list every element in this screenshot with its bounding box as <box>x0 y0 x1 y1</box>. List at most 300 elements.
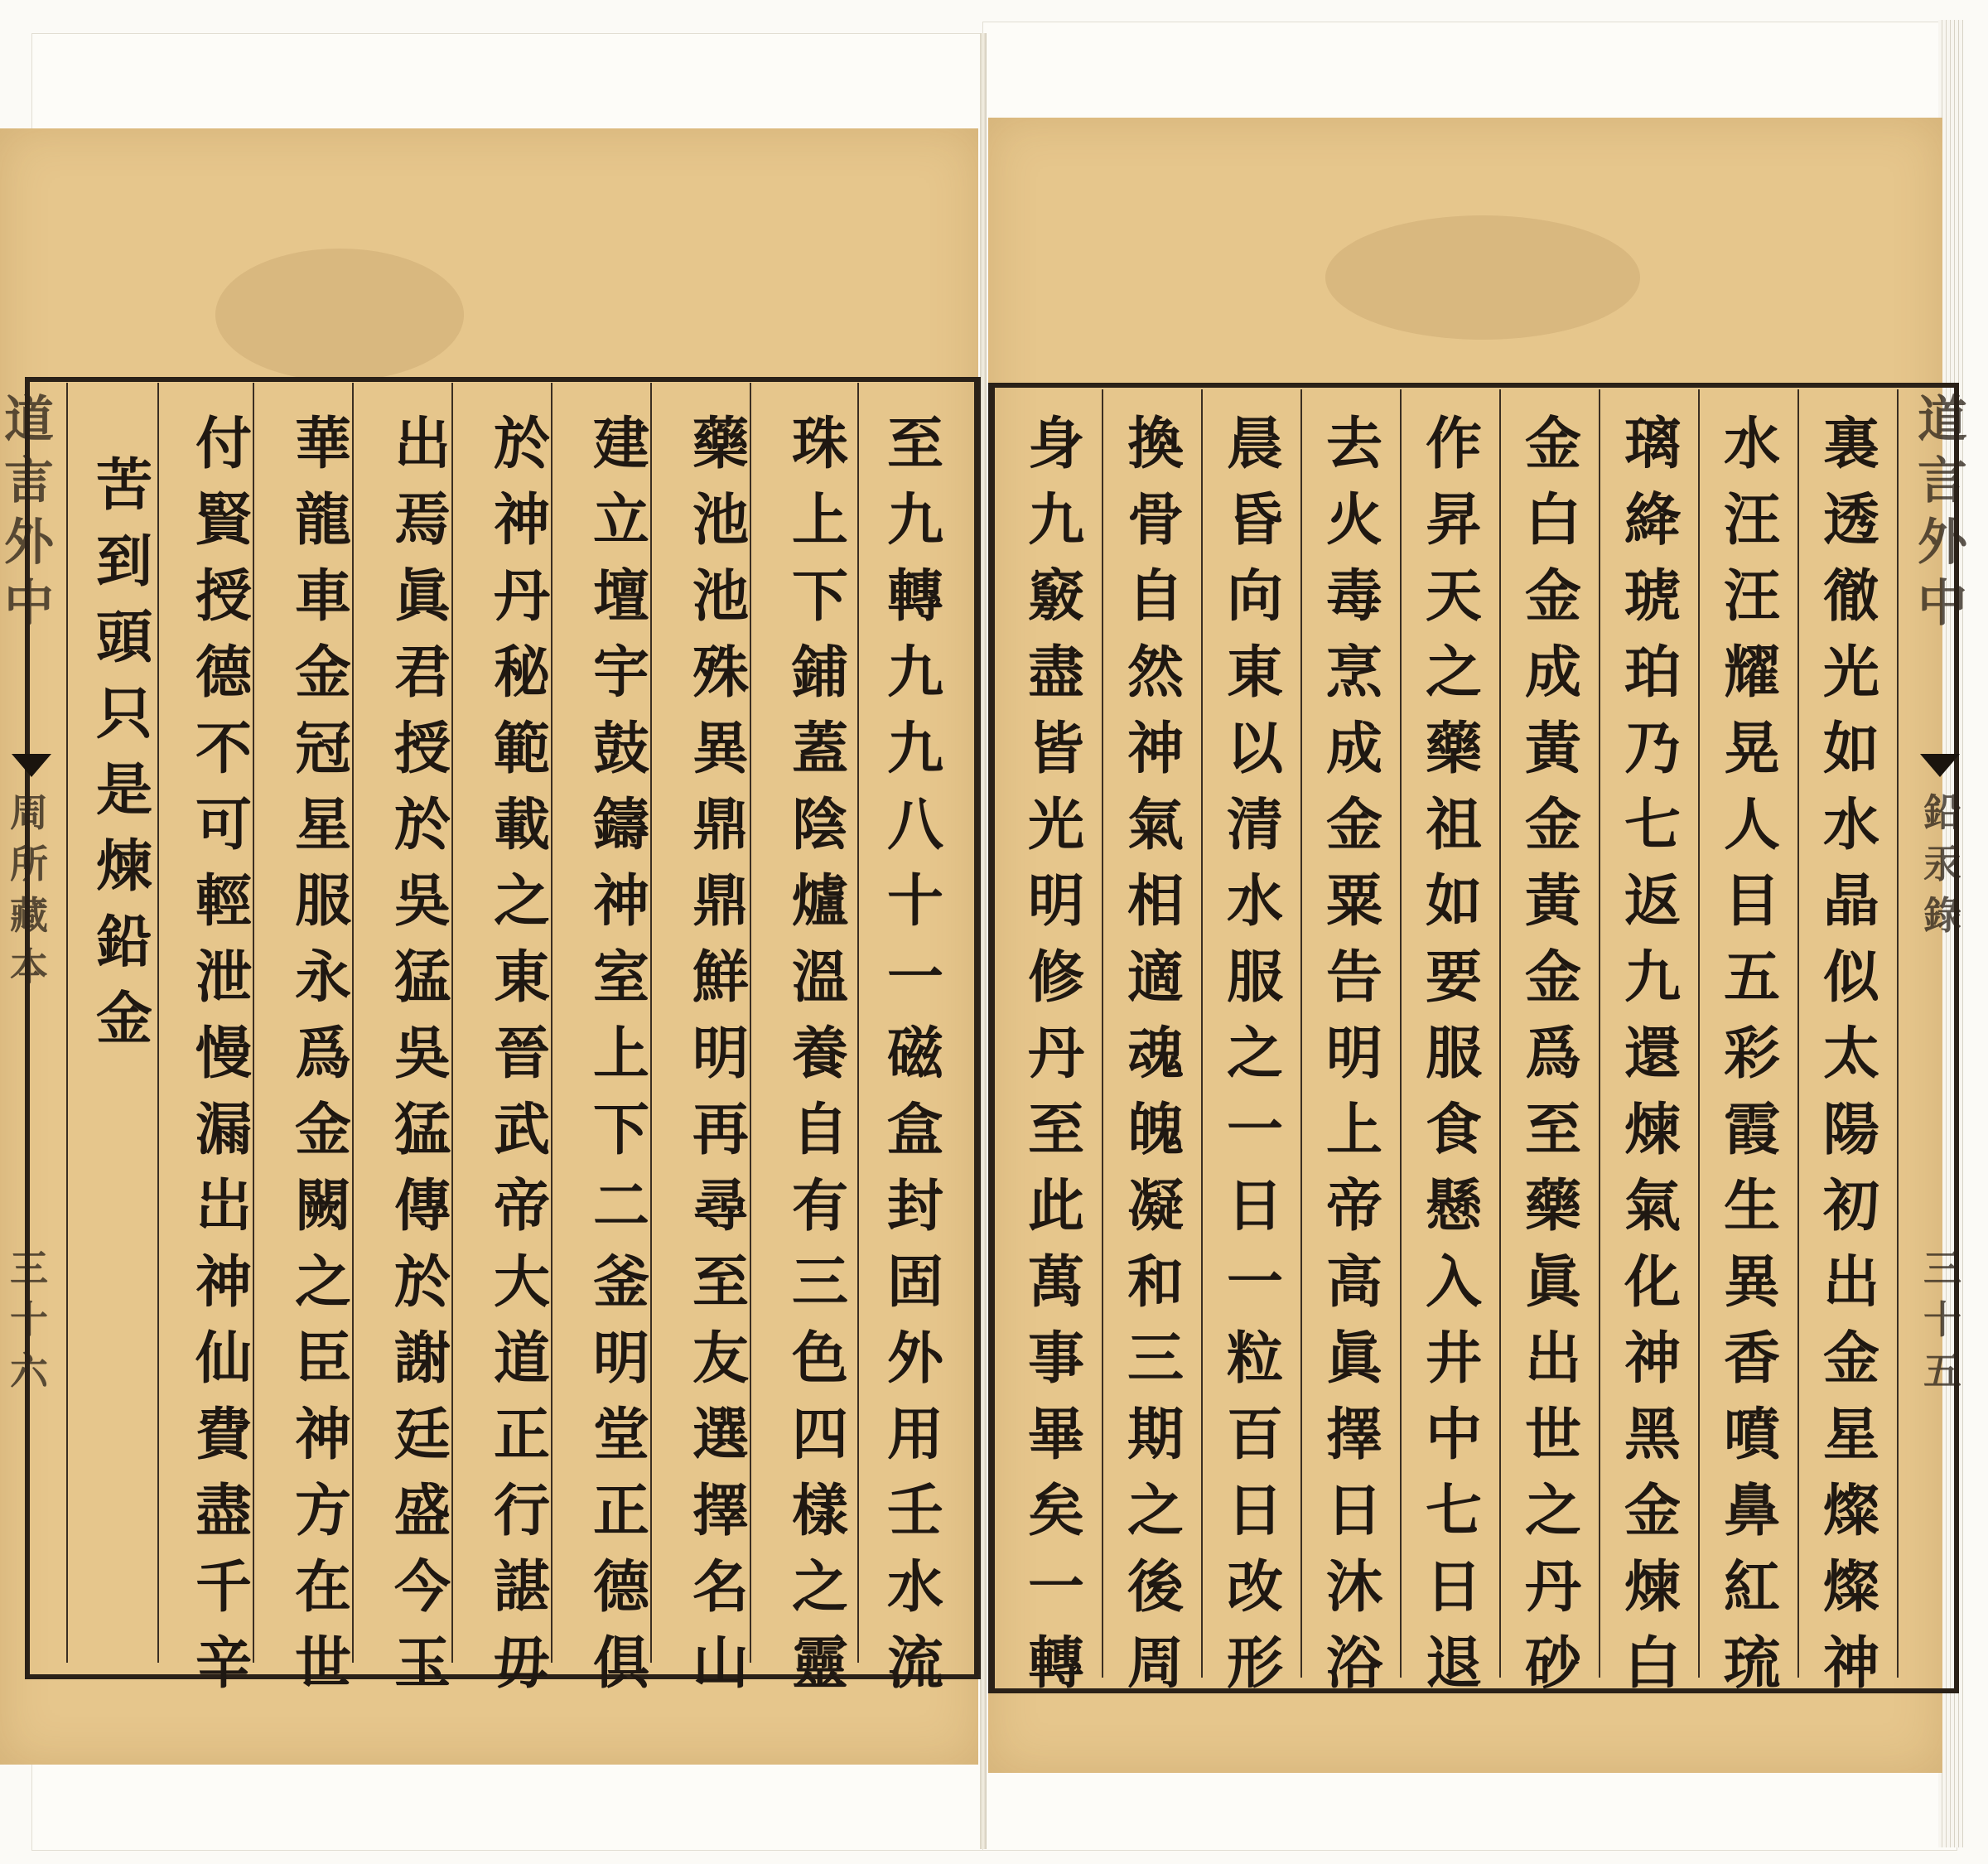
glyph: 明 <box>692 1021 749 1087</box>
column-rule <box>1599 389 1600 1678</box>
glyph: 耀 <box>1723 640 1780 706</box>
glyph: 本 <box>10 944 48 989</box>
glyph: 明 <box>1325 1021 1382 1087</box>
glyph: 金 <box>1325 792 1382 858</box>
glyph: 正 <box>592 1478 649 1544</box>
glyph: 鼎 <box>692 792 749 858</box>
glyph: 岀 <box>195 1173 252 1239</box>
glyph: 之 <box>1524 1478 1581 1544</box>
glyph: 一 <box>1226 1097 1283 1163</box>
glyph: 井 <box>1425 1326 1482 1392</box>
glyph: 周 <box>1127 1630 1184 1697</box>
glyph: 用 <box>886 1402 943 1468</box>
glyph: 九 <box>886 640 943 706</box>
glyph: 煉 <box>1624 1554 1681 1620</box>
glyph: 神 <box>1822 1630 1879 1697</box>
glyph: 骨 <box>1127 487 1184 553</box>
glyph: 成 <box>1524 640 1581 706</box>
glyph: 金 <box>1524 792 1581 858</box>
glyph: 服 <box>294 868 351 934</box>
fishtail-mark <box>1920 754 1960 777</box>
glyph: 陰 <box>791 792 848 858</box>
glyph: 鉛 <box>1923 790 1961 835</box>
glyph: 金 <box>1524 563 1581 630</box>
glyph: 九 <box>1624 944 1681 1011</box>
glyph: 建 <box>592 411 649 477</box>
glyph: 異 <box>1723 1249 1780 1316</box>
glyph: 矣 <box>1027 1478 1084 1544</box>
glyph: 祖 <box>1425 792 1482 858</box>
glyph: 光 <box>1822 640 1879 706</box>
glyph: 尋 <box>692 1173 749 1239</box>
glyph: 金 <box>1524 944 1581 1011</box>
glyph: 外 <box>4 514 54 572</box>
glyph: 神 <box>592 868 649 934</box>
glyph: 轉 <box>1027 1630 1084 1697</box>
left-text-column-5 <box>480 406 563 1702</box>
glyph: 養 <box>791 1021 848 1087</box>
column-rule <box>1102 389 1103 1678</box>
glyph: 鮮 <box>692 944 749 1011</box>
glyph: 服 <box>1226 944 1283 1011</box>
glyph: 丹 <box>1027 1021 1084 1087</box>
glyph: 上 <box>1325 1097 1382 1163</box>
glyph: 退 <box>1425 1630 1482 1697</box>
glyph: 神 <box>1127 716 1184 782</box>
column-rule <box>66 383 68 1663</box>
glyph: 德 <box>195 640 252 706</box>
glyph: 珠 <box>791 411 848 477</box>
glyph: 至 <box>1027 1097 1084 1163</box>
glyph: 載 <box>493 792 550 858</box>
glyph: 一 <box>886 944 943 1011</box>
glyph: 闕 <box>294 1173 351 1239</box>
glyph: 神 <box>294 1402 351 1468</box>
glyph: 六 <box>10 1349 48 1393</box>
glyph: 然 <box>1127 640 1184 706</box>
glyph: 道 <box>493 1326 550 1392</box>
glyph: 魂 <box>1127 1021 1184 1087</box>
glyph: 萬 <box>1027 1249 1084 1316</box>
glyph: 爲 <box>1524 1021 1581 1087</box>
glyph: 裏 <box>1822 411 1879 477</box>
glyph: 金 <box>294 1097 351 1163</box>
glyph: 室 <box>592 944 649 1011</box>
glyph: 七 <box>1624 792 1681 858</box>
glyph: 期 <box>1127 1402 1184 1468</box>
glyph: 火 <box>1325 487 1382 553</box>
glyph: 池 <box>692 487 749 553</box>
right-text-column-1 <box>1810 406 1893 1702</box>
glyph: 龍 <box>294 487 351 553</box>
glyph: 丹 <box>493 563 550 630</box>
glyph: 車 <box>294 563 351 630</box>
glyph: 自 <box>1127 563 1184 630</box>
glyph: 不 <box>195 716 252 782</box>
glyph: 之 <box>1226 1021 1283 1087</box>
glyph: 入 <box>1425 1249 1482 1316</box>
glyph: 神 <box>195 1249 252 1316</box>
glyph: 霞 <box>1723 1097 1780 1163</box>
glyph: 燦 <box>1822 1554 1879 1620</box>
glyph: 毋 <box>493 1630 550 1697</box>
glyph: 黑 <box>1624 1402 1681 1468</box>
glyph: 盡 <box>1027 640 1084 706</box>
glyph: 陽 <box>1822 1097 1879 1163</box>
glyph: 水 <box>886 1554 943 1620</box>
glyph: 九 <box>1027 487 1084 553</box>
glyph: 八 <box>886 792 943 858</box>
glyph: 徹 <box>1822 563 1879 630</box>
glyph: 九 <box>886 487 943 553</box>
glyph: 行 <box>493 1478 550 1544</box>
glyph: 千 <box>195 1554 252 1620</box>
glyph: 盛 <box>393 1478 451 1544</box>
glyph: 君 <box>393 640 451 706</box>
glyph: 日 <box>1226 1173 1283 1239</box>
glyph: 神 <box>493 487 550 553</box>
glyph: 之 <box>1425 640 1482 706</box>
glyph: 傳 <box>393 1173 451 1239</box>
glyph: 服 <box>1425 1021 1482 1087</box>
glyph: 修 <box>1027 944 1084 1011</box>
glyph: 浴 <box>1325 1630 1382 1697</box>
left-text-column-1 <box>874 406 957 1702</box>
glyph: 苦 <box>95 452 152 519</box>
glyph: 大 <box>493 1249 550 1316</box>
glyph: 自 <box>791 1097 848 1163</box>
glyph: 山 <box>692 1630 749 1697</box>
glyph: 藏 <box>10 893 48 938</box>
glyph: 黃 <box>1524 716 1581 782</box>
glyph: 固 <box>886 1249 943 1316</box>
glyph: 輕 <box>195 868 252 934</box>
glyph: 之 <box>294 1249 351 1316</box>
glyph: 中 <box>1425 1402 1482 1468</box>
left-text-column-4 <box>580 406 663 1702</box>
glyph: 道 <box>1918 391 1967 449</box>
glyph: 烹 <box>1325 640 1382 706</box>
glyph: 諶 <box>493 1554 550 1620</box>
glyph: 五 <box>1723 944 1780 1011</box>
glyph: 冠 <box>294 716 351 782</box>
glyph: 氣 <box>1624 1173 1681 1239</box>
glyph: 東 <box>493 944 550 1011</box>
glyph: 目 <box>1723 868 1780 934</box>
glyph: 封 <box>886 1173 943 1239</box>
glyph: 吳 <box>393 1021 451 1087</box>
glyph: 堂 <box>592 1402 649 1468</box>
glyph: 世 <box>294 1630 351 1697</box>
book-gutter <box>980 33 987 1849</box>
glyph: 換 <box>1127 411 1184 477</box>
glyph: 盒 <box>886 1097 943 1163</box>
glyph: 帝 <box>1325 1173 1382 1239</box>
glyph: 選 <box>692 1402 749 1468</box>
glyph: 正 <box>493 1402 550 1468</box>
glyph: 水 <box>1723 411 1780 477</box>
glyph: 蓋 <box>791 716 848 782</box>
glyph: 俱 <box>592 1630 649 1697</box>
glyph: 下 <box>592 1097 649 1163</box>
glyph: 壬 <box>886 1478 943 1544</box>
glyph: 彩 <box>1723 1021 1780 1087</box>
glyph: 水 <box>1822 792 1879 858</box>
glyph: 高 <box>1325 1249 1382 1316</box>
glyph: 藥 <box>1425 716 1482 782</box>
glyph: 鼻 <box>1723 1478 1780 1544</box>
glyph: 異 <box>692 716 749 782</box>
glyph: 清 <box>1226 792 1283 858</box>
glyph: 鼓 <box>592 716 649 782</box>
glyph: 四 <box>791 1402 848 1468</box>
glyph: 星 <box>1822 1402 1879 1468</box>
glyph: 凝 <box>1127 1173 1184 1239</box>
glyph: 百 <box>1226 1402 1283 1468</box>
left-text-column-2 <box>779 406 861 1702</box>
glyph: 鉛 <box>95 910 152 976</box>
glyph: 皆 <box>1027 716 1084 782</box>
paper-stain <box>1325 215 1640 340</box>
left-margin-folio <box>0 1243 66 1397</box>
glyph: 出 <box>393 411 451 477</box>
glyph: 之 <box>1127 1478 1184 1544</box>
glyph: 絳 <box>1624 487 1681 553</box>
column-rule <box>1300 389 1302 1678</box>
glyph: 藥 <box>692 411 749 477</box>
glyph: 琥 <box>1624 563 1681 630</box>
glyph: 人 <box>1723 792 1780 858</box>
right-text-column-8 <box>1114 406 1197 1702</box>
glyph: 晃 <box>1723 716 1780 782</box>
glyph: 化 <box>1624 1249 1681 1316</box>
glyph: 燦 <box>1822 1478 1879 1544</box>
glyph: 擇 <box>1325 1402 1382 1468</box>
glyph: 噴 <box>1723 1402 1780 1468</box>
glyph: 光 <box>1027 792 1084 858</box>
glyph: 白 <box>1524 487 1581 553</box>
glyph: 天 <box>1425 563 1482 630</box>
glyph: 於 <box>393 1249 451 1316</box>
glyph: 香 <box>1723 1326 1780 1392</box>
glyph: 日 <box>1226 1478 1283 1544</box>
left-text-column-7 <box>282 406 364 1702</box>
glyph: 五 <box>1923 1349 1961 1393</box>
glyph: 昇 <box>1425 487 1482 553</box>
right-text-column-2 <box>1711 406 1793 1702</box>
glyph: 有 <box>791 1173 848 1239</box>
glyph: 再 <box>692 1097 749 1163</box>
glyph: 魄 <box>1127 1097 1184 1163</box>
glyph: 焉 <box>393 487 451 553</box>
glyph: 要 <box>1425 944 1482 1011</box>
right-text-column-3 <box>1611 406 1694 1702</box>
glyph: 華 <box>294 411 351 477</box>
glyph: 金 <box>1822 1326 1879 1392</box>
glyph: 所 <box>10 842 48 886</box>
fishtail-mark <box>12 754 51 777</box>
glyph: 泄 <box>195 944 252 1011</box>
column-rule <box>1797 389 1799 1678</box>
glyph: 明 <box>1027 868 1084 934</box>
glyph: 琉 <box>1723 1630 1780 1697</box>
right-text-column-4 <box>1512 406 1595 1702</box>
glyph: 賢 <box>195 487 252 553</box>
glyph: 擇 <box>692 1478 749 1544</box>
glyph: 金 <box>294 640 351 706</box>
glyph: 珀 <box>1624 640 1681 706</box>
glyph: 費 <box>195 1402 252 1468</box>
glyph: 砂 <box>1524 1630 1581 1697</box>
right-margin-title <box>1905 389 1980 635</box>
glyph: 和 <box>1127 1249 1184 1316</box>
glyph: 上 <box>791 487 848 553</box>
column-rule <box>1499 389 1501 1678</box>
glyph: 日 <box>1425 1554 1482 1620</box>
glyph: 昏 <box>1226 487 1283 553</box>
glyph: 眞 <box>393 563 451 630</box>
glyph: 黃 <box>1524 868 1581 934</box>
glyph: 懸 <box>1425 1173 1482 1239</box>
right-margin-folio <box>1905 1243 1980 1397</box>
glyph: 改 <box>1226 1554 1283 1620</box>
glyph: 十 <box>1923 1297 1961 1342</box>
glyph: 猛 <box>393 944 451 1011</box>
right-text-column-5 <box>1412 406 1495 1702</box>
glyph: 白 <box>1624 1630 1681 1697</box>
glyph: 德 <box>592 1554 649 1620</box>
glyph: 神 <box>1624 1326 1681 1392</box>
glyph: 上 <box>592 1021 649 1087</box>
glyph: 三 <box>10 1246 48 1291</box>
glyph: 道 <box>4 391 54 449</box>
glyph: 後 <box>1127 1554 1184 1620</box>
glyph: 到 <box>95 529 152 595</box>
glyph: 至 <box>886 411 943 477</box>
glyph: 盡 <box>195 1478 252 1544</box>
glyph: 是 <box>95 757 152 823</box>
glyph: 仙 <box>195 1326 252 1392</box>
glyph: 友 <box>692 1326 749 1392</box>
glyph: 告 <box>1325 944 1382 1011</box>
glyph: 謝 <box>393 1326 451 1392</box>
glyph: 沐 <box>1325 1554 1382 1620</box>
glyph: 毒 <box>1325 563 1382 630</box>
column-rule <box>1897 389 1899 1678</box>
left-text-column-3 <box>679 406 762 1702</box>
glyph: 鼎 <box>692 868 749 934</box>
glyph: 適 <box>1127 944 1184 1011</box>
right-text-column-6 <box>1313 406 1396 1702</box>
left-text-column-6 <box>381 406 464 1702</box>
glyph: 方 <box>294 1478 351 1544</box>
glyph: 氣 <box>1127 792 1184 858</box>
glyph: 授 <box>393 716 451 782</box>
glyph: 爲 <box>294 1021 351 1087</box>
glyph: 出 <box>1524 1326 1581 1392</box>
glyph: 金 <box>95 986 152 1052</box>
right-text-column-9 <box>1015 406 1098 1702</box>
glyph: 吳 <box>393 868 451 934</box>
glyph: 玉 <box>393 1630 451 1697</box>
glyph: 相 <box>1127 868 1184 934</box>
glyph: 外 <box>1918 514 1967 572</box>
glyph: 三 <box>1127 1326 1184 1392</box>
glyph: 畢 <box>1027 1402 1084 1468</box>
glyph: 之 <box>493 868 550 934</box>
glyph: 釜 <box>592 1249 649 1316</box>
paper-stain <box>215 249 464 381</box>
glyph: 慢 <box>195 1021 252 1087</box>
glyph: 初 <box>1822 1173 1879 1239</box>
glyph: 食 <box>1425 1097 1482 1163</box>
glyph: 池 <box>692 563 749 630</box>
glyph: 璃 <box>1624 411 1681 477</box>
glyph: 藥 <box>1524 1173 1581 1239</box>
glyph: 出 <box>1822 1249 1879 1316</box>
glyph: 永 <box>294 944 351 1011</box>
glyph: 鋪 <box>791 640 848 706</box>
glyph: 煉 <box>1624 1097 1681 1163</box>
glyph: 世 <box>1524 1402 1581 1468</box>
glyph: 殊 <box>692 640 749 706</box>
glyph: 言 <box>1918 452 1967 510</box>
glyph: 在 <box>294 1554 351 1620</box>
glyph: 磁 <box>886 1021 943 1087</box>
left-text-column-9 <box>83 447 166 1057</box>
glyph: 眞 <box>1325 1326 1382 1392</box>
glyph: 此 <box>1027 1173 1084 1239</box>
glyph: 下 <box>791 563 848 630</box>
glyph: 竅 <box>1027 563 1084 630</box>
glyph: 星 <box>294 792 351 858</box>
glyph: 中 <box>1918 575 1967 633</box>
glyph: 漏 <box>195 1097 252 1163</box>
glyph: 粟 <box>1325 868 1382 934</box>
glyph: 成 <box>1325 716 1382 782</box>
glyph: 向 <box>1226 563 1283 630</box>
glyph: 只 <box>95 681 152 747</box>
glyph: 生 <box>1723 1173 1780 1239</box>
glyph: 九 <box>886 716 943 782</box>
glyph: 至 <box>692 1249 749 1316</box>
glyph: 名 <box>692 1554 749 1620</box>
glyph: 言 <box>4 452 54 510</box>
glyph: 以 <box>1226 716 1283 782</box>
glyph: 之 <box>791 1554 848 1620</box>
glyph: 似 <box>1822 944 1879 1011</box>
glyph: 金 <box>1624 1478 1681 1544</box>
glyph: 秘 <box>493 640 550 706</box>
glyph: 事 <box>1027 1326 1084 1392</box>
glyph: 晨 <box>1226 411 1283 477</box>
glyph: 樣 <box>791 1478 848 1544</box>
glyph: 臣 <box>294 1326 351 1392</box>
glyph: 丹 <box>1524 1554 1581 1620</box>
glyph: 流 <box>886 1630 943 1697</box>
glyph: 還 <box>1624 1021 1681 1087</box>
glyph: 乃 <box>1624 716 1681 782</box>
glyph: 去 <box>1325 411 1382 477</box>
column-rule <box>1400 389 1402 1678</box>
glyph: 身 <box>1027 411 1084 477</box>
glyph: 一 <box>1027 1554 1084 1620</box>
glyph: 二 <box>592 1173 649 1239</box>
glyph: 汪 <box>1723 563 1780 630</box>
glyph: 太 <box>1822 1021 1879 1087</box>
glyph: 爐 <box>791 868 848 934</box>
glyph: 明 <box>592 1326 649 1392</box>
